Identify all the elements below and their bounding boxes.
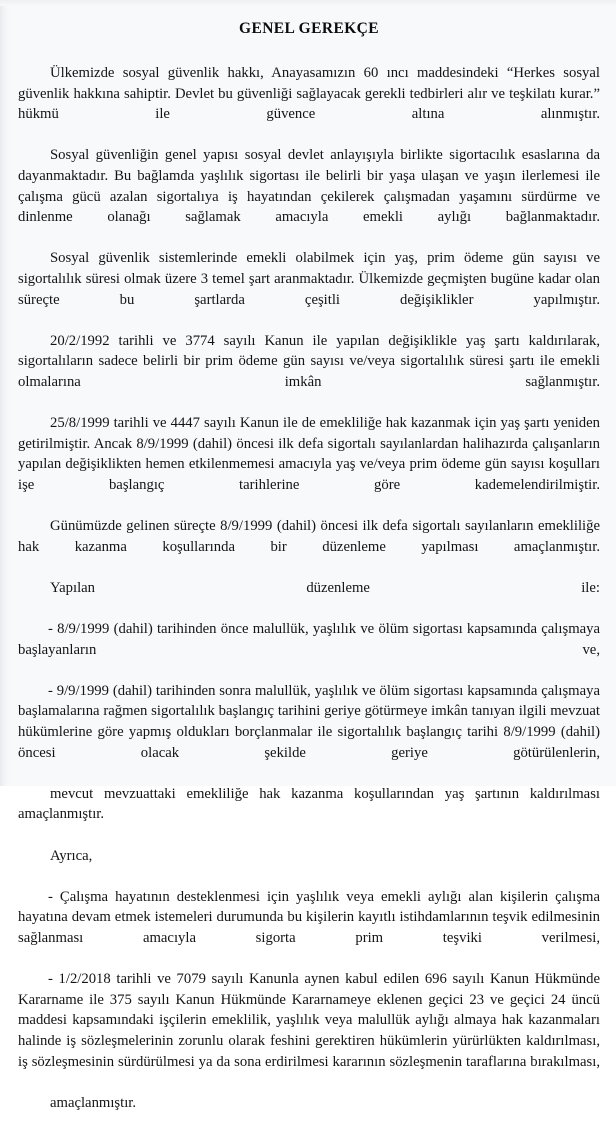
- paragraph: Ayrıca,: [50, 847, 93, 864]
- list-item: - 8/9/1999 (dahil) tarihinden önce malullük, yaşlılık ve ölüm sigortası kapsamında çalışmaya başlayanların ve,: [18, 621, 600, 658]
- paragraph: 25/8/1999 tarihli ve 4447 sayılı Kanun ile de emekliliğe hak kazanmak için yaş şartı yeniden getirilmiştir. Ancak 8/9/1999 (dahil) öncesi ilk defa sigortalı sayılanlardan halihazırda çalışanların yapılan değişiklikten hemen etkilenmemesi amacıyla yaş ve/veya prim ödeme gün sayısı koşulları işe başlangıç tarihlerine göre kademelendirilmiştir.: [18, 415, 600, 493]
- page-title: GENEL GEREKÇE: [239, 20, 379, 37]
- paragraph: Sosyal güvenlik sistemlerinde emekli olabilmek için yaş, prim ödeme gün sayısı ve sigortalılık süresi olmak üzere 3 temel şart aranmaktadır. Ülkemizde geçmişten bugüne kadar olan süreçte bu şartlarda çeşitli değişiklikler yapılmıştır.: [18, 250, 600, 308]
- paragraph: Günümüzde gelinen süreçte 8/9/1999 (dahil) öncesi ilk defa sigortalı sayılanların emekliliğe hak kazanma koşullarında bir düzenleme yapılması amaçlanmıştır.: [18, 518, 600, 555]
- document-body: [18, 38, 600, 1134]
- list-item: - Çalışma hayatının desteklenmesi için yaşlılık veya emekli aylığı alan kişilerin çalışma hayatına devam etmek istemeleri durumunda bu kişilerin kayıtlı istihdamlarının teşvik edilmesinin sağlanması amacıyla sigorta prim teşviki verilmesi,: [18, 888, 600, 946]
- paragraph: mevcut mevzuattaki emekliliğe hak kazanma koşullarından yaş şartının kaldırılması amaçlanmıştır.: [18, 785, 600, 823]
- paragraph: Ülkemizde sosyal güvenlik hakkı, Anayasamızın 60 ıncı maddesindeki “Herkes sosyal güvenlik hakkına sahiptir. Devlet bu güvenliği sağlayacak gerekli tedbirleri alır ve teşkilatı kurar.” hükmü ile güvence altına alınmıştır.: [18, 65, 600, 123]
- document-content: [18, 0, 600, 1134]
- list-item: - 1/2/2018 tarihli ve 7079 sayılı Kanunla aynen kabul edilen 696 sayılı Kanun Hükmünde Kararname ile 375 sayılı Kanun Hükmünde Kararnameye eklenen geçici 23 ve geçici 24 üncü maddesi kapsamındaki işçilerin emeklilik, yaşlılık veya malullük aylığı almaya hak kazanmaları halinde iş sözleşmelerinin zorunlu olarak feshini gerektiren hükümlerin yürürlükten kaldırılması, iş sözleşmesinin sürdürülmesi ya da sona erdirilmesi kararının sözleşmenin taraflarına bırakılması,: [18, 971, 600, 1070]
- paragraph: amaçlanmıştır.: [50, 1094, 137, 1111]
- paragraph: Sosyal güvenliğin genel yapısı sosyal devlet anlayışıyla birlikte sigortacılık esaslarına da dayanmaktadır. Bu bağlamda yaşlılık sigortası ile belirli bir yaşa ulaşan ve yaşın ilerlemesi ile çalışma gücü azalan sigortalıya iş hayatından çekilerek çalışmadan yaşamını sürdürme ve dinlenme olanağı sağlamak amacıyla emekli aylığı bağlanmaktadır.: [18, 147, 600, 226]
- paragraph: Yapılan düzenleme ile:: [50, 579, 600, 596]
- paragraph: 20/2/1992 tarihli ve 3774 sayılı Kanun ile yapılan değişiklikle yaş şartı kaldırılarak, sigortalıların sadece belirli bir prim ödeme gün sayısı ve/veya sigortalılık süresi şartı ile emekli olmalarına imkân sağlanmıştır.: [18, 332, 600, 390]
- list-item: - 9/9/1999 (dahil) tarihinden sonra malullük, yaşlılık ve ölüm sigortası kapsamında çalışmaya başlamalarına rağmen sigortalılık başlangıç tarihini geriye götürmeye imkân tanıyan ilgili mevzuat hükümlerine göre yapmış oldukları borçlanmalar ile sigortalılık başlangıç tarihi 8/9/1999 (dahil) öncesi olacak şekilde geriye götürülenlerin,: [18, 682, 600, 761]
- scan-edge-shadow-left: [0, 0, 9, 786]
